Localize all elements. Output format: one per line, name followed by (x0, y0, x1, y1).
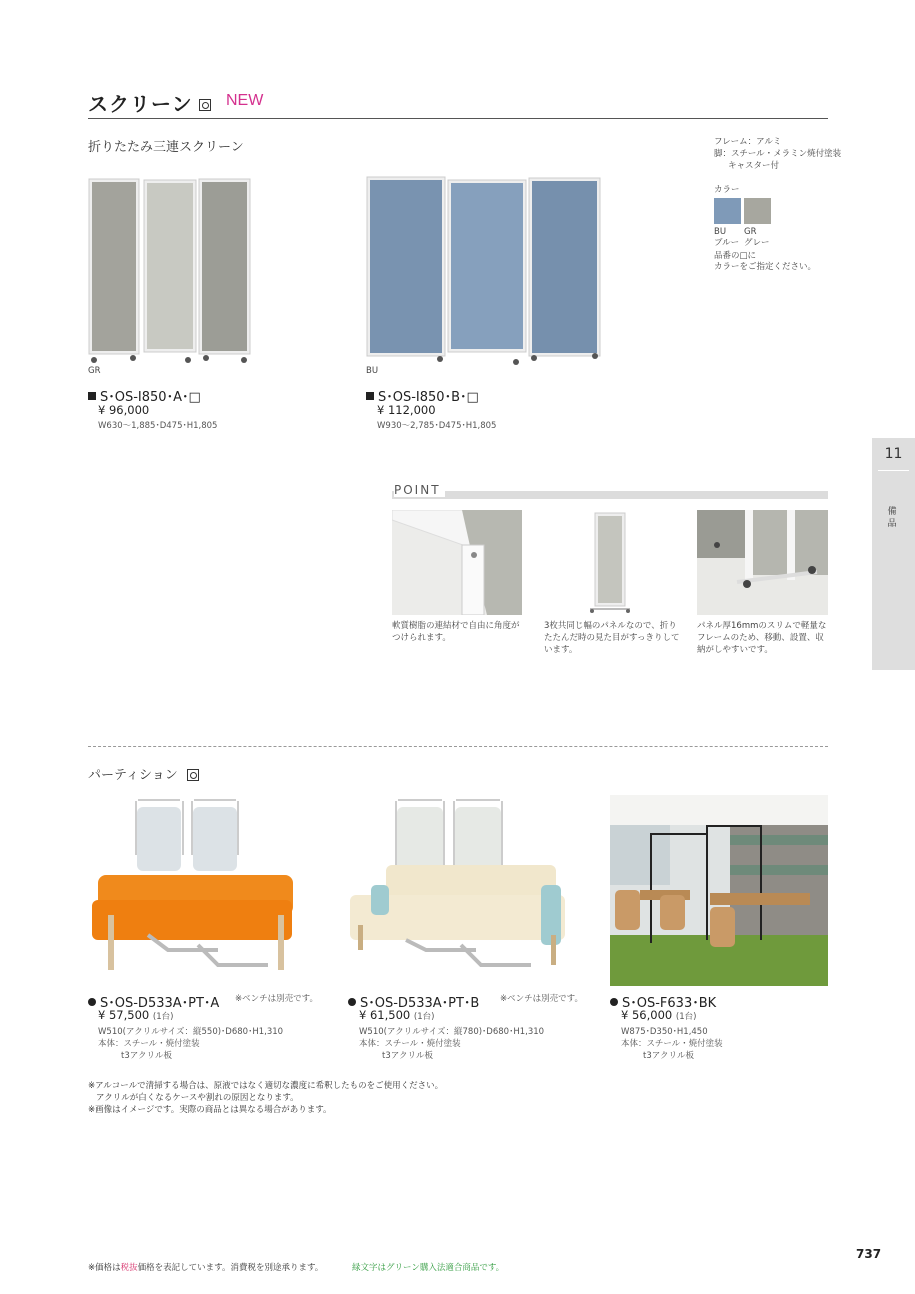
color-swatch-gr (744, 198, 771, 224)
point-text: パネル厚16mmのスリムで軽量なフレームのため、移動、設置、収納がしやすいです。 (697, 621, 827, 655)
product-price: ¥ 56,000 (1台) (621, 1008, 697, 1022)
color-swatch-bu (714, 198, 741, 224)
section-divider (88, 746, 828, 747)
product-image-partition-f (610, 795, 828, 986)
search-icon[interactable] (199, 96, 211, 115)
product-size: W930〜2,785･D475･H1,805 (377, 421, 497, 431)
product-image-partition-b (346, 795, 571, 985)
product-spec: W510(アクリルサイズ：縦550)･D680･H1,310 (98, 1027, 284, 1037)
point-image-single-panel (544, 510, 674, 615)
product-price: ¥ 96,000 (98, 403, 150, 417)
point-label: POINT (394, 483, 445, 497)
header-divider (88, 118, 828, 119)
color-label: カラー (714, 185, 740, 195)
section-subtitle: 折りたたみ三連スクリーン (88, 140, 244, 155)
product-spec: t3アクリル板 (643, 1051, 694, 1061)
color-name-bu: ブルー (714, 238, 740, 248)
product-spec: W875･D350･H1,450 (621, 1027, 708, 1037)
color-note-2: カラーをご指定ください。 (714, 262, 817, 272)
product-price: ¥ 57,500 (1台) (98, 1008, 174, 1022)
product-code: S･OS-D533A･PT･A (88, 992, 219, 1011)
point-text: 3枚共同じ幅のパネルなので、折りたたんだ時の見た目がすっきりしています。 (544, 621, 680, 655)
search-icon[interactable] (187, 766, 199, 785)
product-size: W630〜1,885･D475･H1,805 (98, 421, 218, 431)
product-image-partition-a (88, 795, 303, 985)
point-bar (392, 491, 828, 499)
product-spec: 本体：スチール・焼付塗装 (359, 1039, 461, 1049)
image-label-gr: GR (88, 366, 101, 376)
product-spec: t3アクリル板 (382, 1051, 433, 1061)
product-spec: t3アクリル板 (121, 1051, 172, 1061)
color-name-gr: グレー (744, 238, 770, 248)
footer-green-note: 緑文字はグリーン購入法適合商品です。 (352, 1263, 505, 1273)
spec-legs: 脚：スチール・メラミン焼付塗装 (714, 149, 842, 159)
product-price: ¥ 61,500 (1台) (359, 1008, 435, 1022)
product-price: ¥ 112,000 (377, 403, 436, 417)
product-note: ※ベンチは別売です。 (235, 994, 318, 1004)
point-image-joint (392, 510, 522, 615)
page-number: 737 (856, 1247, 882, 1261)
footnote: ※アルコールで清掃する場合は、原液ではなく適切な濃度に希釈したものをご使用ください。 (88, 1081, 444, 1091)
chapter-label: 備品 (887, 507, 897, 529)
product-spec: 本体：スチール・焼付塗装 (98, 1039, 200, 1049)
product-code: S･OS-I850･B･□ (366, 386, 479, 405)
color-code-bu: BU (714, 227, 727, 237)
image-label-bu: BU (366, 366, 379, 376)
tab-divider (878, 470, 909, 471)
product-image-screen-gr (88, 172, 258, 367)
spec-caster: キャスター付 (728, 161, 780, 171)
point-image-caster (697, 510, 828, 615)
spec-frame: フレーム：アルミ (714, 137, 782, 147)
point-text: 軟質樹脂の連結材で自由に角度がつけられます。 (392, 621, 520, 643)
footer-note: ※価格は税抜価格を表記しています。消費税を別途承ります。 (88, 1263, 324, 1273)
product-code: S･OS-D533A･PT･B (348, 992, 479, 1011)
chapter-tab[interactable] (872, 438, 915, 670)
page-title: スクリーン (88, 92, 193, 116)
product-note: ※ベンチは別売です。 (500, 994, 583, 1004)
color-note-1: 品番の□に (714, 251, 757, 261)
product-code: S･OS-F633･BK (610, 992, 716, 1011)
product-spec: 本体：スチール・焼付塗装 (621, 1039, 723, 1049)
product-image-screen-bu (366, 172, 602, 367)
section-subtitle: パーティション (88, 768, 178, 783)
new-badge: NEW (226, 92, 264, 109)
product-spec: W510(アクリルサイズ：縦780)･D680･H1,310 (359, 1027, 545, 1037)
color-code-gr: GR (744, 227, 757, 237)
footnote: ※画像はイメージです。実際の商品とは異なる場合があります。 (88, 1105, 332, 1115)
chapter-number: 11 (884, 446, 903, 462)
product-code: S･OS-I850･A･□ (88, 386, 201, 405)
footnote: アクリルが白くなるケースや割れの原因となります。 (96, 1093, 299, 1103)
